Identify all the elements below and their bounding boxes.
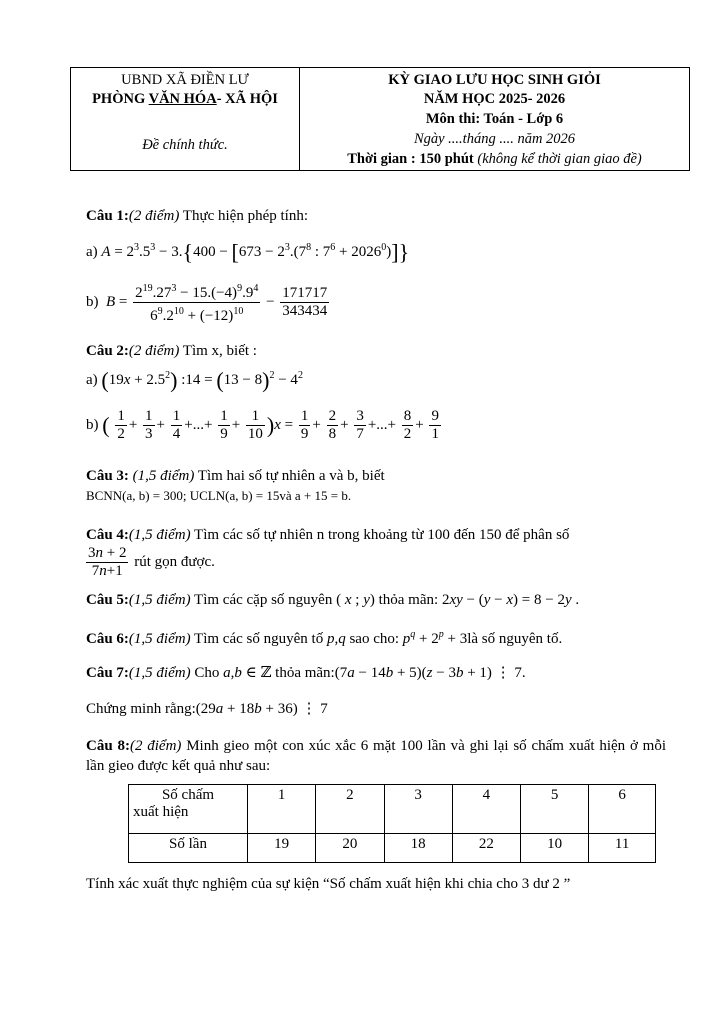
face-cell: 1 xyxy=(248,785,316,834)
q2-part-b: b) ( $\frac{1}{2}$ + $\frac{1}{3}$ + $\frac{1}{4}$ +...+ $\frac{1}{9}$ + $\frac{1}{10}$ )x = $\frac{1}{9}$ + $\frac{2}{8}$ + $\frac{3}{7}$ +...+ $\frac{8}{2}$ + $\frac{9}{1}$ xyxy=(86,408,439,442)
department-name: PHÒNG VĂN HÓA- XÃ HỘI xyxy=(92,91,278,107)
exam-header xyxy=(70,67,690,171)
dice-results-table xyxy=(128,784,656,863)
count-cell: 20 xyxy=(316,834,384,863)
face-cell: 6 xyxy=(589,785,656,834)
count-cell: 19 xyxy=(248,834,316,863)
face-cell: 2 xyxy=(316,785,384,834)
q2-part-a: a) $(19x + 2.5^2)$ :14 = $(13 - 8)^2 - 4^2$ xyxy=(86,367,303,393)
count-cell: 10 xyxy=(521,834,589,863)
exam-date: Ngày ....tháng .... năm 2026 xyxy=(413,131,576,147)
exam-time: Thời gian : 150 phút (không kể thời gian giao đề) xyxy=(347,151,642,167)
q7-prove: Chứng minh rằng:(29a + 18b + 36) ⋮ 7 xyxy=(86,701,328,717)
count-cell: 22 xyxy=(452,834,520,863)
question-4: Câu 4:(1,5 điểm) Tìm các số tự nhiên n trong khoảng từ 100 đến 150 để phân số xyxy=(86,527,570,543)
question-6: Câu 6:(1,5 điểm) Tìm các số nguyên tố p,q sao cho: $p^q + 2^p$ + 3là số nguyên tố. xyxy=(86,629,563,647)
question-2: Câu 2:(2 điểm) Tìm x, biết : xyxy=(86,343,257,359)
subject: Môn thi: Toán - Lớp 6 xyxy=(425,111,564,127)
question-8: Câu 8:(2 điểm) Minh gieo một con xúc xắc 6 mặt 100 lần và ghi lại số chấm xuất hiện ở mỗi lần gieo được kết quả như sau: xyxy=(86,738,667,774)
face-header-cell: Số chấm xuất hiện xyxy=(129,785,248,834)
table-row xyxy=(129,834,656,863)
question-5: Câu 5:(1,5 điểm) Tìm các cặp số nguyên ( x ; y) thỏa mãn: 2xy − (y − x) = 8 − 2y . xyxy=(86,592,580,608)
header-left xyxy=(71,68,300,170)
question-7: Câu 7:(1,5 điểm) Cho a,b ∈ ℤ thỏa mãn:(7a − 14b + 5)(z − 3b + 1) ⋮ 7. xyxy=(86,665,526,681)
count-cell: 18 xyxy=(384,834,452,863)
header-right xyxy=(300,68,689,170)
authority-name: UBND XÃ ĐIỀN LƯ xyxy=(121,72,249,88)
q8-question: Tính xác xuất thực nghiệm của sự kiện “Số chấm xuất hiện khi chia cho 3 dư 2 ” xyxy=(86,876,571,892)
official-label: Đề chính thức. xyxy=(142,137,228,153)
q4-fraction: $\frac{3n + 2}{7n+1}$ rút gọn được. xyxy=(88,545,215,579)
school-year: NĂM HỌC 2025- 2026 xyxy=(423,91,566,107)
face-cell: 5 xyxy=(521,785,589,834)
table-row xyxy=(129,785,656,834)
q1-part-a: a) $A = 2^3.5^3 - 3.\{400 - [673 - 2^3.(7^8$ : $7^6 + 2026^0$)]} xyxy=(86,239,410,265)
exam-title: KỲ GIAO LƯU HỌC SINH GIỎI xyxy=(388,72,601,88)
question-3: Câu 3: (1,5 điểm) Tìm hai số tự nhiên a và b, biết xyxy=(86,468,385,484)
q1-part-b: b) B = $\frac{2^{19}.27^3 - 15.(-4)^9.9^4}{6^9.2^{10} + (-12)^{10}}$ − $\frac{171717}{343434}$ xyxy=(86,280,666,325)
question-1: Câu 1:(2 điểm) Thực hiện phép tính: xyxy=(86,208,308,224)
count-cell: 11 xyxy=(589,834,656,863)
face-cell: 4 xyxy=(452,785,520,834)
face-cell: 3 xyxy=(384,785,452,834)
count-header-cell: Số lần xyxy=(129,834,248,863)
q3-condition: BCNN(a, b) = 300; UCLN(a, b) = 15và a + 15 = b. xyxy=(86,488,352,503)
